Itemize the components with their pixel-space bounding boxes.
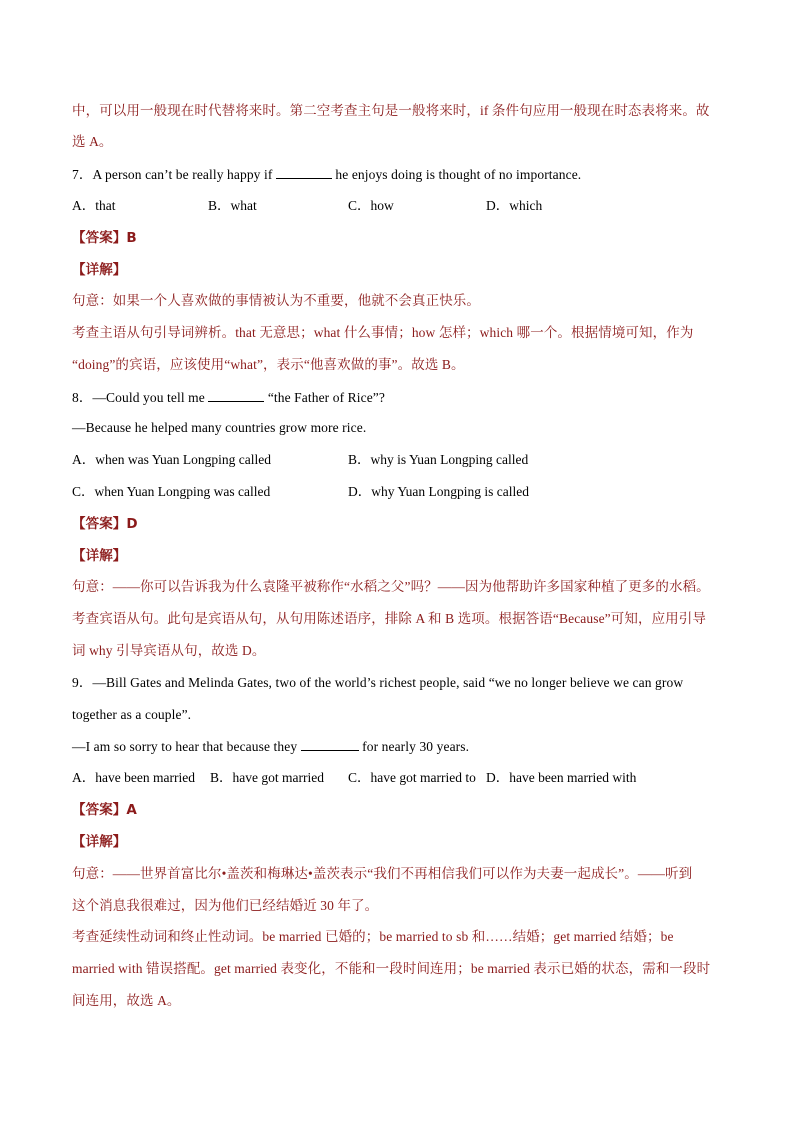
q9-answer <box>72 800 137 820</box>
q7-stem-pre: 7．A person can’t be really happy if <box>72 167 276 182</box>
q7-option-b: B．what <box>208 198 257 213</box>
q8-stem-line-2: —Because he helped many countries grow more rice. <box>72 420 367 435</box>
q8-detail-label: 【详解】 <box>72 548 127 564</box>
q7-stem <box>72 164 581 185</box>
q8-stem <box>72 387 385 408</box>
q9-detail-label: 【详解】 <box>72 834 127 850</box>
q9-option-b: B．have got married <box>210 770 324 785</box>
q9-stem-line-2: together as a couple”. <box>72 707 192 722</box>
q9-explanation-3: 考查延续性动词和终止性动词。be married 已婚的；be married to sb 和……结婚；get married 结婚；be <box>72 929 674 944</box>
q9-stem-line-1: 9．—Bill Gates and Melinda Gates, two of the world’s richest people, said “we no longer believe we can grow <box>72 675 684 690</box>
prev-explanation-line-1: 中，可以用一般现在时代替将来时。第二空考查主句是一般将来时，if 条件句应用一般现在时态表将来。故 <box>72 103 710 118</box>
q7-detail-label: 【详解】 <box>72 262 127 278</box>
q9-option-c: C．have got married to <box>348 770 476 785</box>
q7-stem-post: he enjoys doing is thought of no importance. <box>331 167 582 182</box>
q8-option-c: C．when Yuan Longping was called <box>72 484 271 499</box>
q9-option-a: A．have been married <box>72 770 195 785</box>
q8-explanation-2: 考查宾语从句。此句是宾语从句，从句用陈述语序，排除 A 和 B 选项。根据答语“Because”可知，应用引导 <box>72 611 706 626</box>
q7-option-a: A．that <box>72 198 116 213</box>
q8-stem-pre: 8．—Could you tell me <box>72 390 209 405</box>
q8-answer <box>72 514 138 534</box>
q8-blank <box>208 387 264 402</box>
q9-stem-line-3 <box>72 736 469 757</box>
q7-answer-value: B <box>126 230 137 246</box>
q7-option-c: C．how <box>348 198 394 213</box>
q8-option-a: A．when was Yuan Longping called <box>72 452 271 467</box>
q9-answer-label: 【答案】 <box>72 802 127 818</box>
q8-answer-label: 【答案】 <box>72 516 127 532</box>
q9-explanation-4: married with 错误搭配。get married 表变化，不能和一段时间连用；be married 表示已婚的状态，需和一段时 <box>72 961 711 976</box>
q9-answer-value: A <box>126 802 137 818</box>
q9-blank <box>301 736 359 751</box>
q8-answer-value: D <box>126 516 138 532</box>
q8-explanation-3: 词 why 引导宾语从句，故选 D。 <box>72 643 266 658</box>
q8-explanation-1: 句意：——你可以告诉我为什么袁隆平被称作“水稻之父”吗？——因为他帮助许多国家种植了更多的水稻。 <box>72 579 710 594</box>
q8-option-b: B．why is Yuan Longping called <box>348 452 529 467</box>
q7-answer <box>72 228 137 248</box>
q7-explanation-3: “doing”的宾语，应该使用“what”，表示“他喜欢做的事”。故选 B。 <box>72 357 465 372</box>
q9-option-d: D．have been married with <box>486 770 637 785</box>
q9-stem-post: for nearly 30 years. <box>358 739 470 754</box>
q7-explanation-1: 句意：如果一个人喜欢做的事情被认为不重要，他就不会真正快乐。 <box>72 293 480 308</box>
q7-explanation-2: 考查主语从句引导词辨析。that 无意思；what 什么事情；how 怎样；which 哪一个。根据情境可知，作为 <box>72 325 694 340</box>
q8-option-d: D．why Yuan Longping is called <box>348 484 529 499</box>
q9-stem-pre: —I am so sorry to hear that because they <box>72 739 301 754</box>
q9-explanation-1: 句意：——世界首富比尔•盖茨和梅琳达•盖茨表示“我们不再相信我们可以作为夫妻一起成长”。——听到 <box>72 866 693 881</box>
q7-answer-label: 【答案】 <box>72 230 127 246</box>
prev-explanation-line-2: 选 A。 <box>72 134 113 149</box>
q9-explanation-2: 这个消息我很难过，因为他们已经结婚近 30 年了。 <box>72 898 379 913</box>
q8-stem-post: “the Father of Rice”? <box>264 390 385 405</box>
q9-explanation-5: 间连用，故选 A。 <box>72 993 181 1008</box>
q7-option-d: D．which <box>486 198 543 213</box>
q7-blank <box>276 164 332 179</box>
